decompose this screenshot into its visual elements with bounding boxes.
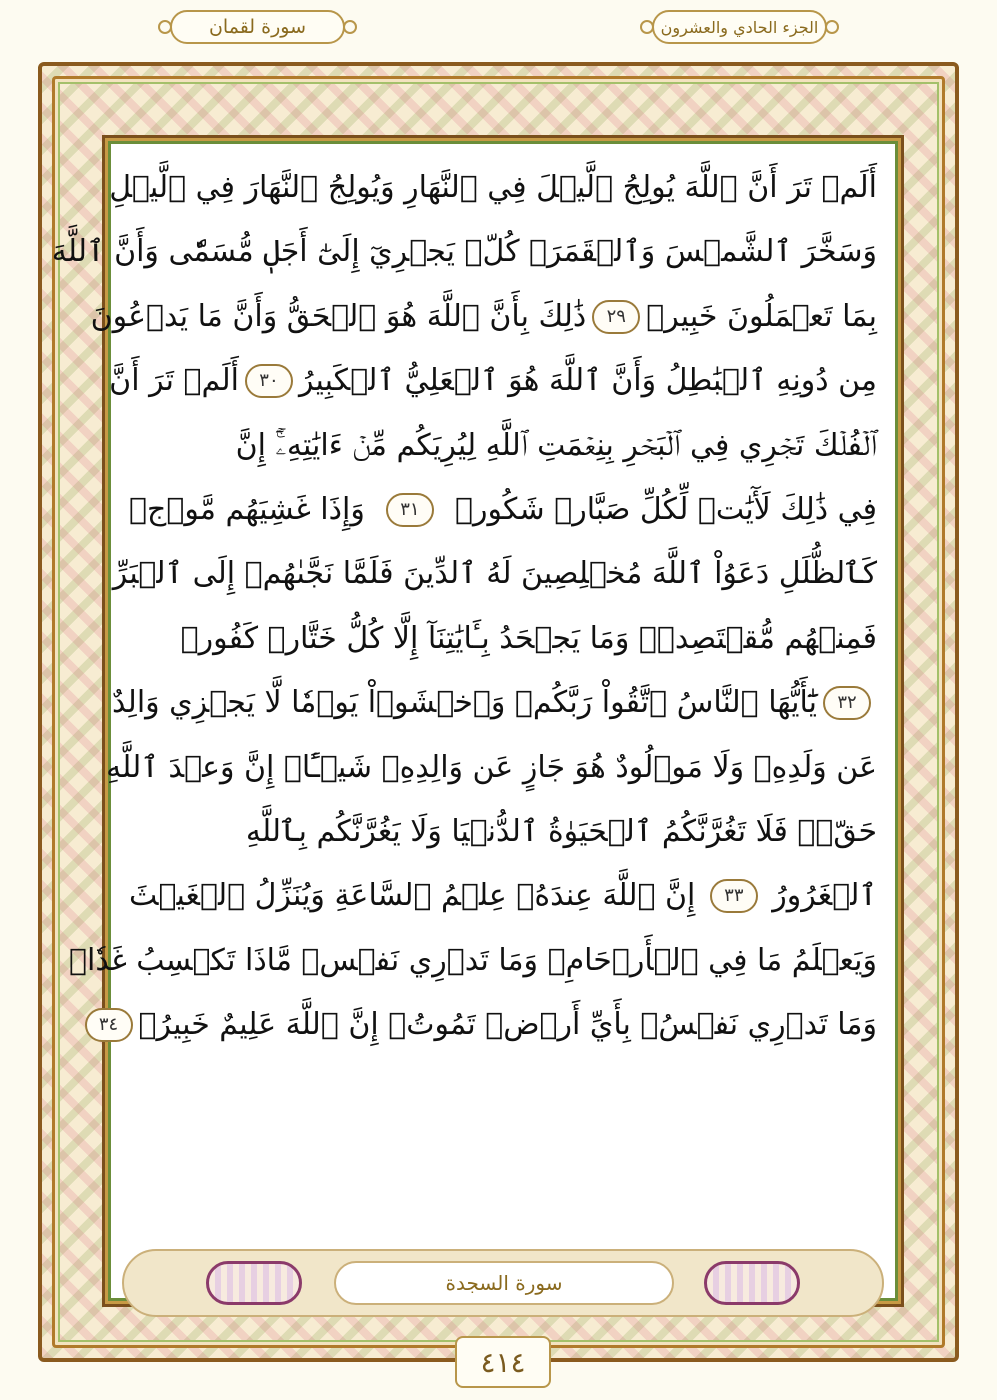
verse-line [109, 349, 877, 413]
verse-text: عَن وَلَدِهِۦ وَلَا مَوۡلُودٌ هُوَ جَازٍ عَن وَالِدِهِۦ شَيۡـًٔاۚ إِنَّ وَعۡدَ ٱللَّهِ [106, 749, 877, 785]
verse-text: وَمَا تَدۡرِي نَفۡسُۢ بِأَيِّ أَرۡضٖ تَمُوتُۚ إِنَّ ٱللَّهَ عَلِيمٌ خَبِيرُۢ [138, 1007, 877, 1043]
verse-text: أَلَمۡ تَرَ أَنَّ ٱللَّهَ يُولِجُ ٱلَّيۡلَ فِي ٱلنَّهَارِ وَيُولِجُ ٱلنَّهَارَ فِي ٱلَّيۡلِ [109, 170, 877, 205]
verse-line [129, 478, 877, 542]
verse-line [106, 736, 877, 800]
verse-line [129, 864, 877, 928]
verse-text: بِمَا تَعۡمَلُونَ خَبِيرٞ [646, 298, 877, 334]
ayah-number-marker: ٢٩ [592, 300, 640, 334]
verse-line [112, 542, 877, 606]
verse-text: فِي ذَٰلِكَ لَأٓيَٰتٖ لِّكُلِّ صَبَّارٖ شَكُورٖ [454, 491, 877, 527]
verse-text: إِنَّ ٱللَّهَ عِندَهُۥ عِلۡمُ ٱلسَّاعَةِ وَيُنَزِّلُ ٱلۡغَيۡثَ [129, 878, 696, 914]
verse-line [111, 671, 877, 735]
ayah-number-marker: ٣٤ [85, 1008, 133, 1042]
ayah-number-marker: ٣٢ [823, 686, 871, 720]
surah-name-header [170, 10, 345, 44]
ornamental-border [38, 62, 959, 1379]
verse-text: أَلَمۡ تَرَ أَنَّ [109, 363, 239, 399]
verse-line [129, 800, 877, 864]
verse-line [90, 285, 877, 349]
verse-line [109, 156, 877, 220]
verse-lines [51, 156, 877, 1057]
verse-text: فَمِنۡهُم مُّقۡتَصِدٞۚ وَمَا يَجۡحَدُ بِـَٔايَٰتِنَآ إِلَّا كُلُّ خَتَّارٖ كَفُورٖ [180, 620, 877, 656]
verse-text: كَٱلظُّلَلِ دَعَوُاْ ٱللَّهَ مُخۡلِصِينَ لَهُ ٱلدِّينَ فَلَمَّا نَجَّىٰهُمۡ إِلَى ٱلۡبَرِّ [112, 556, 877, 592]
next-surah-banner [122, 1249, 884, 1317]
verse-line [98, 993, 877, 1057]
next-surah-title-box [334, 1261, 674, 1305]
verse-text: مِن دُونِهِ ٱلۡبَٰطِلُ وَأَنَّ ٱللَّهَ هُوَ ٱلۡعَلِيُّ ٱلۡكَبِيرُ [298, 363, 877, 399]
verse-text: وَيَعۡلَمُ مَا فِي ٱلۡأَرۡحَامِۖ وَمَا تَدۡرِي نَفۡسٞ مَّاذَا تَكۡسِبُ غَدٗاۖ [69, 942, 877, 978]
ayah-number-marker: ٣٣ [710, 879, 758, 913]
surah-name-label: سورة لقمان [208, 16, 307, 38]
page-number [455, 1336, 551, 1388]
ayah-number-marker: ٣١ [386, 493, 434, 527]
juz-name-label: الجزء الحادي والعشرون [660, 17, 819, 37]
verse-text: ذَٰلِكَ بِأَنَّ ٱللَّهَ هُوَ ٱلۡحَقُّ وَأَنَّ مَا يَدۡعُونَ [90, 298, 587, 334]
verse-text: وَإِذَا غَشِيَهُم مَّوۡجٞ [129, 491, 365, 527]
verse-text: ٱلۡفُلۡكَ تَجۡرِي فِي ٱلۡبَحۡرِ بِنِعۡمَتِ ٱللَّهِ لِيُرِيَكُم مِّنۡ ءَايَٰتِهِۦٓۚ إِنَّ [235, 427, 877, 463]
ayah-number-marker: ٣٠ [245, 364, 293, 398]
juz-name-header [652, 10, 827, 44]
page-number-label: ٤١٤ [480, 1345, 526, 1379]
verse-line [69, 929, 877, 993]
verse-line [129, 414, 877, 478]
next-surah-title: سورة السجدة [445, 1271, 563, 1295]
banner-ornament-right-icon [704, 1261, 800, 1305]
verse-text: حَقّٞۖ فَلَا تَغُرَّنَّكُمُ ٱلۡحَيَوٰةُ ٱلدُّنۡيَا وَلَا يَغُرَّنَّكُم بِٱللَّهِ [245, 813, 877, 849]
verse-line [129, 607, 877, 671]
verse-text-panel [51, 141, 898, 1301]
verse-text: ٱلۡغَرُورُ [772, 878, 877, 914]
banner-ornament-left-icon [206, 1261, 302, 1305]
verse-text: وَسَخَّرَ ٱلشَّمۡسَ وَٱلۡقَمَرَۖ كُلّٞ يَجۡرِيٓ إِلَىٰٓ أَجَلٖ مُّسَمّٗى وَأَنَّ ٱللَّهَ [51, 234, 877, 270]
verse-line [51, 220, 877, 284]
verse-text: يَٰٓأَيُّهَا ٱلنَّاسُ ٱتَّقُواْ رَبَّكُمۡ وَٱخۡشَوۡاْ يَوۡمٗا لَّا يَجۡزِي وَالِدٌ [111, 685, 817, 721]
